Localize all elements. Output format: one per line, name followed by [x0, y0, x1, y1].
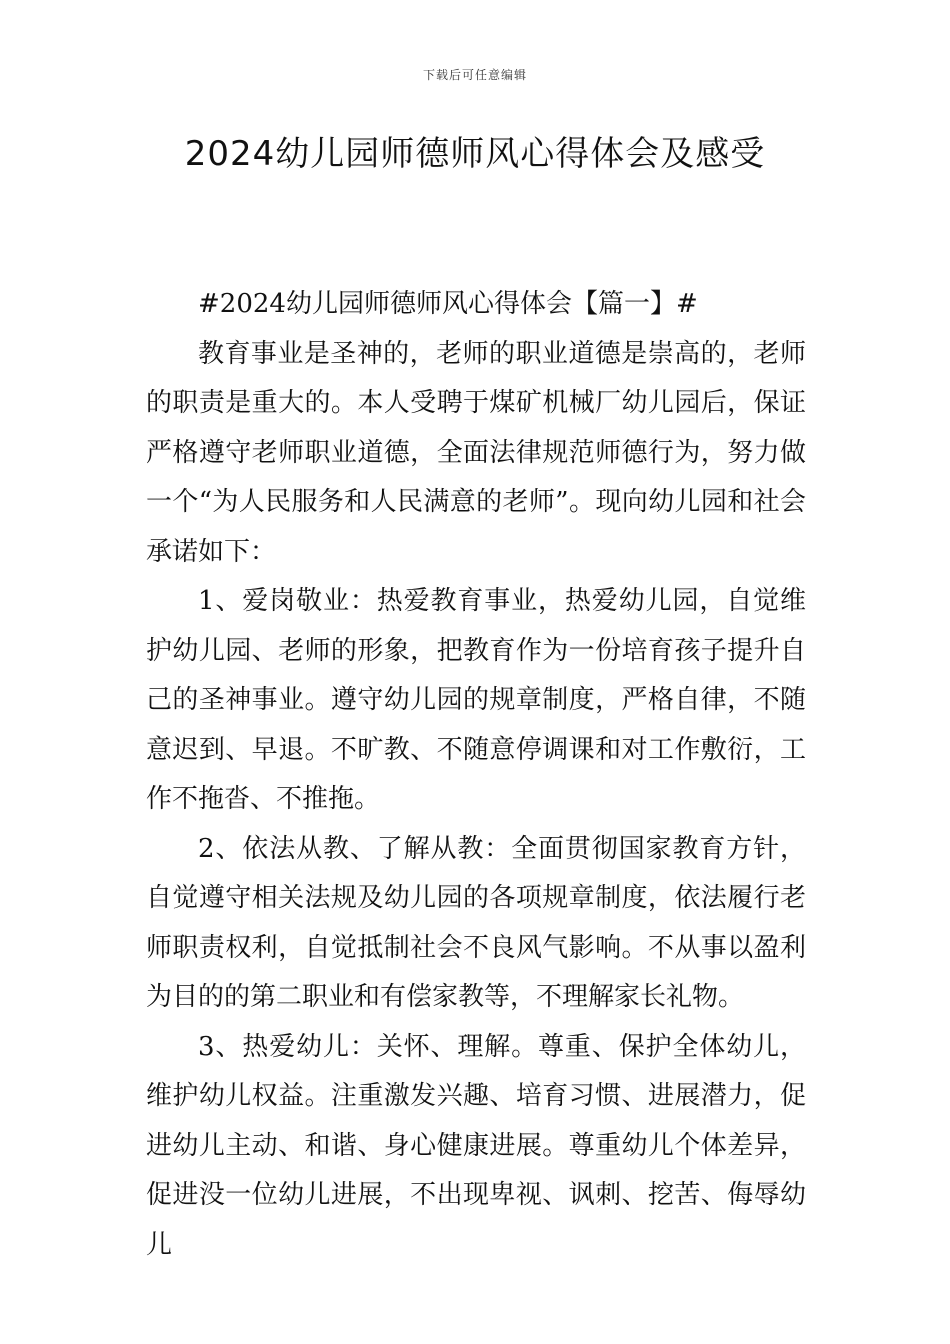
document-body — [146, 280, 806, 1270]
header-note: 下载后可任意编辑 — [422, 68, 527, 82]
section-heading: #2024幼儿园师德师风心得体会【篇一】# — [198, 289, 698, 319]
paragraph-item-1: 1、爱岗敬业：热爱教育事业，热爱幼儿园，自觉维护幼儿园、老师的形象，把教育作为一份培育孩子提升自己的圣神事业。遵守幼儿园的规章制度，严格自律，不随意迟到、早退。不旷教、不随意停调课和对工作敷衍，工作不拖沓、不推拖。 — [146, 586, 806, 814]
paragraph-item-2: 2、依法从教、了解从教：全面贯彻国家教育方针，自觉遵守相关法规及幼儿园的各项规章制度，依法履行老师职责权利，自觉抵制社会不良风气影响。不从事以盈利为目的的第二职业和有偿家教等，不理解家长礼物。 — [146, 833, 806, 1012]
paragraph-intro: 教育事业是圣神的，老师的职业道德是崇高的，老师的职责是重大的。本人受聘于煤矿机械厂幼儿园后，保证严格遵守老师职业道德，全面法律规范师德行为，努力做一个“为人民服务和人民满意的老师”。现向幼儿园和社会承诺如下： — [146, 338, 806, 567]
document-title: 2024幼儿园师德师风心得体会及感受 — [184, 134, 766, 174]
paragraph-item-3: 3、热爱幼儿：关怀、理解。尊重、保护全体幼儿，维护幼儿权益。注重激发兴趣、培育习惯、进展潜力，促进幼儿主动、和谐、身心健康进展。尊重幼儿个体差异，促进没一位幼儿进展，不出现卑视、讽刺、挖苦、侮辱幼儿 — [146, 1031, 806, 1260]
